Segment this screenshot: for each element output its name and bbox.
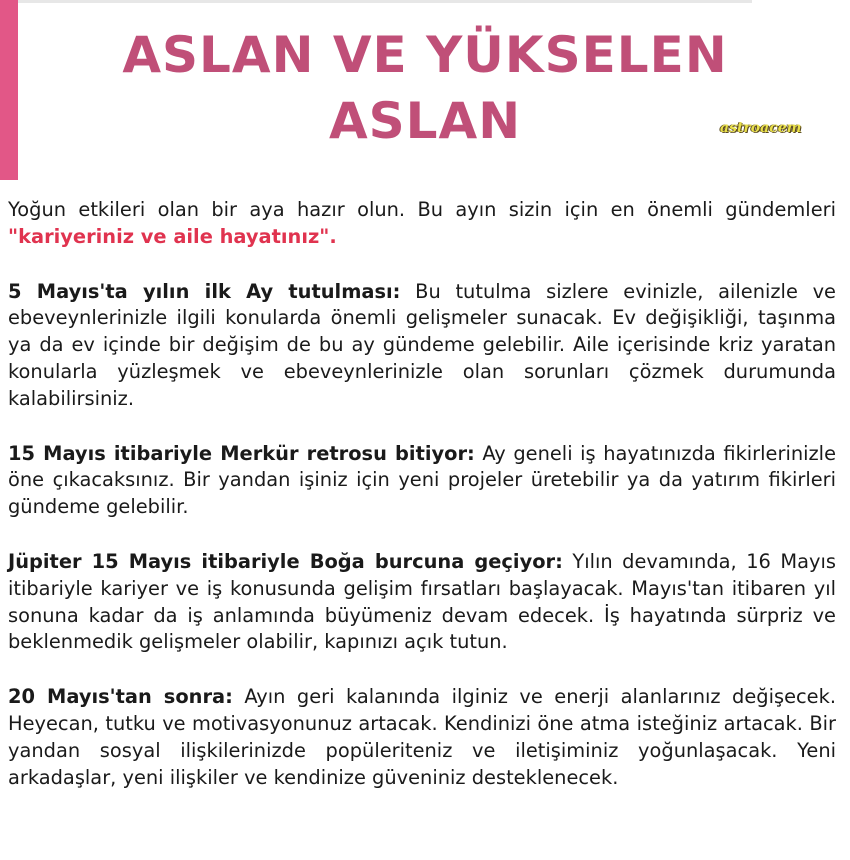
intro-text: Yoğun etkileri olan bir aya hazır olun. Bu ayın sizin için en önemli gündemleri <box>8 198 836 221</box>
section-body-2: Ay geneli iş hayatınızda fikirlerinizle öne çıkacaksınız. Bir yandan işiniz için yeni projeler üretebilir ya da yatırım fikirleri gündeme gelebilir. <box>8 441 837 519</box>
accent-bar <box>0 0 18 180</box>
article-body <box>8 197 836 819</box>
title-line-2: ASLAN <box>328 92 522 150</box>
section-body-1: Bu tutulma sizlere evinizle, ailenizle ve ebeveynlerinizle ilgili konularda önemli gelişmeler sunacak. Ev değişikliği, taşınma ya da ev içinde bir değişim de bu ay gündeme gelebilir. Aile içerisinde kriz yaratan konularla yüzleşmek ve ebeveynlerinizle olan sorunları çözmek durumunda kalabilirsiniz. <box>8 279 836 410</box>
intro-highlight: "kariyeriniz ve aile hayatınız" <box>8 224 330 248</box>
intro-paragraph <box>8 197 836 251</box>
section-body-3: Yılın devamında, 16 Mayıs itibariyle kariyer ve iş konusunda gelişim fırsatları başlayacak. Mayıs'tan itibaren yıl sonuna kadar da iş anlamında büyümeniz devam edecek. İş hayatında sürpriz ve beklenmedik gelişmeler olabilir, kapınızı açık tutun. <box>8 549 836 654</box>
intro-end: . <box>329 224 337 248</box>
section-paragraph-3 <box>8 549 836 656</box>
section-body-4: Ayın geri kalanında ilginiz ve enerji alanlarınız değişecek. Heyecan, tutku ve motivasyonunuz artacak. Kendinizi öne atma isteğiniz artacak. Bir yandan sosyal ilişkilerinizde popüleriteniz ve iletişiminiz yoğunlaşacak. Yeni arkadaşlar, yeni ilişkiler ve kendinize güveniniz desteklenecek. <box>8 685 836 789</box>
section-paragraph-2 <box>8 441 836 521</box>
top-divider <box>0 0 752 3</box>
watermark-logo: astroacem <box>720 120 802 136</box>
title-line-1: ASLAN VE YÜKSELEN <box>122 26 728 84</box>
section-paragraph-1 <box>8 279 836 413</box>
section-heading-4: 20 Mayıs'tan sonra: <box>8 685 233 709</box>
section-heading-3: Jüpiter 15 Mayıs itibariyle Boğa burcuna geçiyor: <box>8 549 563 573</box>
section-heading-1: 5 Mayıs'ta yılın ilk Ay tutulması: <box>8 279 401 303</box>
section-paragraph-4 <box>8 684 836 791</box>
page-title <box>30 22 820 154</box>
section-heading-2: 15 Mayıs itibariyle Merkür retrosu bitiyor: <box>8 441 475 465</box>
